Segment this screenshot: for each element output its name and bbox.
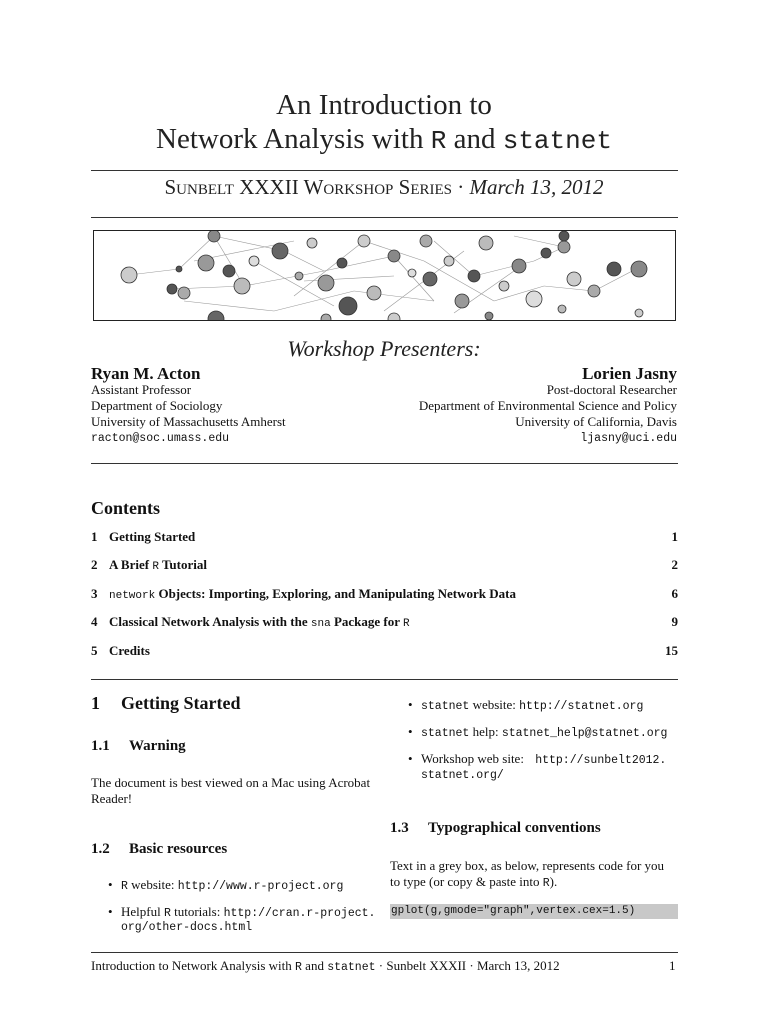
top-rule (91, 170, 678, 171)
statnet-help-link[interactable]: statnet_help@statnet.org (501, 727, 668, 740)
r-tutorials-link-continued[interactable]: org/other-docs.html (121, 921, 253, 934)
typo-text-line-2: to type (or copy & paste into R). (390, 874, 558, 890)
title-line-2: Network Analysis with R and statnet (156, 123, 612, 156)
footer-text: Introduction to Network Analysis with R and statnet · Sunbelt XXXII · March 13, 2012 (91, 958, 560, 974)
presenter-right-institution: University of California, Davis (515, 414, 677, 429)
typo-text-line-1: Text in a grey box, as below, represents code for you (390, 858, 665, 873)
page-number: 1 (669, 958, 676, 973)
presenter-right-email[interactable]: ljasny@uci.edu (580, 432, 677, 445)
warning-text-line-1: The document is best viewed on a Mac using Acrobat (91, 775, 371, 790)
list-item: • R website: http://www.r-project.org (108, 877, 344, 893)
series-line: Sunbelt XXXII Workshop Series · March 13, 2012 (164, 175, 604, 199)
title-line-1: An Introduction to (276, 89, 492, 121)
network-illustration (93, 230, 676, 321)
presenter-right-department: Department of Environmental Science and Policy (418, 398, 677, 413)
presenter-left-title: Assistant Professor (91, 382, 192, 397)
presenter-right-title: Post-doctoral Researcher (546, 382, 677, 397)
list-item: • statnet help: statnet_help@statnet.org (408, 724, 668, 740)
contents-bottom-rule (91, 679, 678, 680)
subsection-1-2-heading: 1.2 Basic resources (91, 841, 228, 857)
contents-heading: Contents (91, 498, 161, 518)
bullet-icon: • (108, 904, 113, 919)
footer-rule (91, 952, 678, 953)
bullet-icon: • (408, 697, 413, 712)
toc-item[interactable]: 4 Classical Network Analysis with the sna Package for R 9 (91, 614, 678, 630)
list-item: • statnet website: http://statnet.org (408, 697, 644, 713)
network-graph-image (94, 231, 675, 320)
series-bottom-rule (91, 217, 678, 218)
presenter-left-institution: University of Massachusetts Amherst (91, 414, 286, 429)
toc-item[interactable]: 2 A Brief R Tutorial 2 (91, 557, 678, 573)
toc-item[interactable]: 3 network Objects: Importing, Exploring, and Manipulating Network Data 6 (91, 586, 678, 602)
list-item: • Workshop web site: http://sunbelt2012. (408, 751, 667, 767)
subsection-1-3-heading: 1.3 Typographical conventions (390, 820, 601, 836)
toc-item[interactable]: 5 Credits 15 (91, 643, 678, 658)
list-item: • Helpful R tutorials: http://cran.r-project. (108, 904, 376, 920)
presenters-bottom-rule (91, 463, 678, 464)
bullet-icon: • (108, 877, 113, 892)
toc-item[interactable]: 1 Getting Started 1 (91, 529, 678, 544)
r-website-link[interactable]: http://www.r-project.org (177, 880, 344, 893)
presenter-left-department: Department of Sociology (91, 398, 223, 413)
workshop-site-link[interactable]: http://sunbelt2012. (535, 754, 667, 767)
bullet-icon: • (408, 724, 413, 739)
subsection-1-1-heading: 1.1 Warning (91, 738, 186, 754)
presenter-left-email[interactable]: racton@soc.umass.edu (91, 432, 230, 445)
statnet-website-link[interactable]: http://statnet.org (519, 700, 644, 713)
bullet-icon: • (408, 751, 413, 766)
presenter-right-name: Lorien Jasny (582, 364, 677, 383)
r-tutorials-link[interactable]: http://cran.r-project. (223, 907, 376, 920)
presenters-heading: Workshop Presenters: (287, 336, 481, 361)
workshop-site-link-continued[interactable]: statnet.org/ (421, 769, 504, 782)
code-example-box[interactable]: gplot(g,gmode="graph",vertex.cex=1.5) (390, 904, 678, 919)
warning-text-line-2: Reader! (91, 791, 133, 806)
section-1-heading: 1 Getting Started (91, 693, 241, 713)
presenter-left-name: Ryan M. Acton (91, 364, 201, 383)
